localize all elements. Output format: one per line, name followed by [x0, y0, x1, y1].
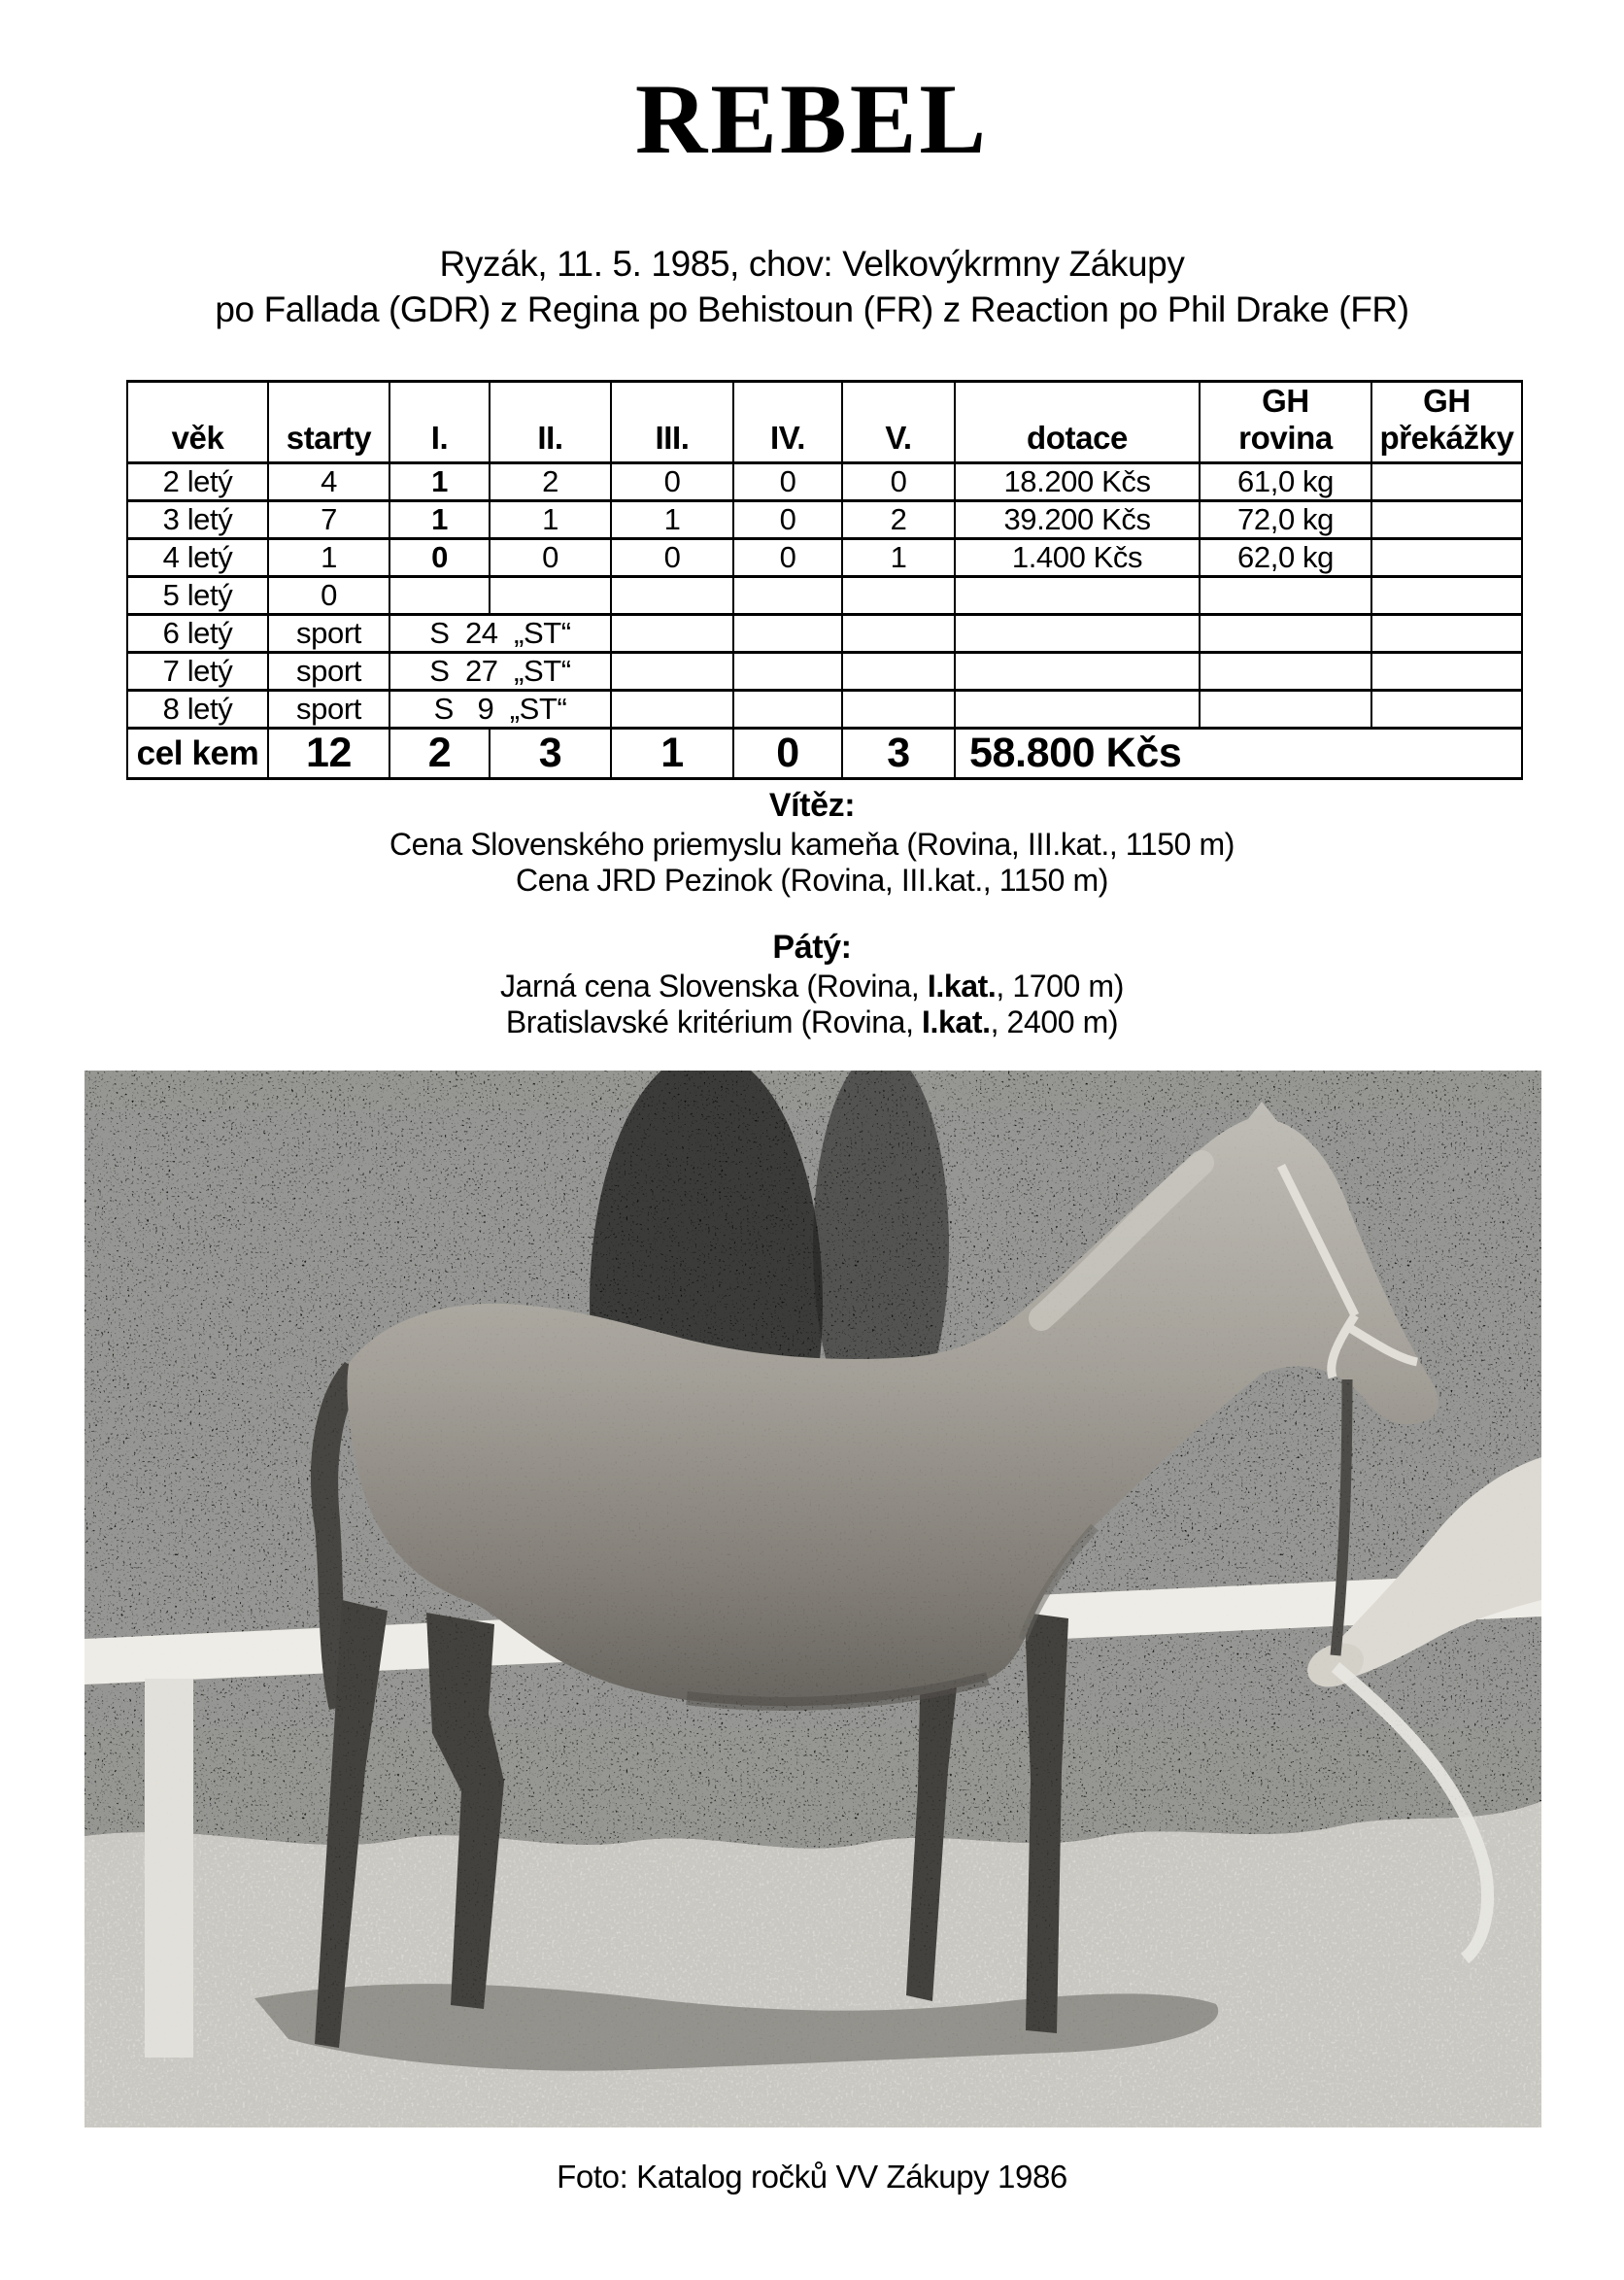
fifth-race-1: Jarná cena Slovenska (Rovina, I.kat., 1700 m) [500, 969, 1124, 1004]
table-total-row: cel kem 12 2 3 1 0 3 58.800 Kčs [127, 729, 1522, 779]
col-header-place2: II. [490, 382, 611, 463]
table-row: 4 letý 1 0 0 0 0 1 1.400 Kčs 62,0 kg [127, 539, 1522, 577]
col-header-dotace: dotace [955, 382, 1200, 463]
winner-heading: Vítěz: [768, 787, 856, 824]
table-row: 7 letý sport S 27 „ST“ [127, 653, 1522, 691]
race-record-table-wrap [126, 380, 1523, 780]
table-row: 3 letý 7 1 1 1 0 2 39.200 Kčs 72,0 kg [127, 501, 1522, 539]
horse-birth-line: Ryzák, 11. 5. 1985, chov: Velkovýkrmny Zákupy [439, 244, 1185, 284]
horse-description [0, 241, 1624, 332]
sport-result-cell: S 27 „ST“ [389, 653, 611, 691]
table-header-row [127, 382, 1522, 463]
photo-caption: Foto: Katalog ročků VV Zákupy 1986 [557, 2159, 1067, 2195]
col-header-place1: I. [389, 382, 490, 463]
col-header-vek: věk [127, 382, 268, 463]
total-earnings-cell: 58.800 Kčs [955, 729, 1522, 779]
fifth-race-2: Bratislavské kritérium (Rovina, I.kat., 2400 m) [505, 1004, 1119, 1039]
winner-race-2: Cena JRD Pezinok (Rovina, III.kat., 1150 m) [515, 863, 1109, 898]
winner-race-1: Cena Slovenského priemyslu kameňa (Rovina, III.kat., 1150 m) [389, 827, 1235, 862]
sport-result-cell: S 24 „ST“ [389, 615, 611, 653]
sport-result-cell: S 9 „ST“ [389, 691, 611, 729]
col-header-place5: V. [842, 382, 955, 463]
col-header-place4: IV. [733, 382, 842, 463]
horse-photo-art [85, 1071, 1541, 2127]
table-row: 2 letý 4 1 2 0 0 0 18.200 Kčs 61,0 kg [127, 463, 1522, 501]
col-header-gh-prekazky: GH překážky [1371, 382, 1522, 463]
table-row: 5 letý 0 [127, 577, 1522, 615]
col-header-place3: III. [611, 382, 733, 463]
table-row: 8 letý sport S 9 „ST“ [127, 691, 1522, 729]
horse-photo [85, 1071, 1541, 2127]
race-record-table [126, 380, 1523, 780]
horse-pedigree-line: po Fallada (GDR) z Regina po Behistoun (FR) z Reaction po Phil Drake (FR) [215, 289, 1409, 329]
fifth-heading: Pátý: [772, 929, 852, 966]
film-grain [85, 1071, 1541, 2127]
col-header-starty: starty [268, 382, 389, 463]
page-title: REBEL [634, 64, 990, 175]
col-header-gh-rovina: GH rovina [1200, 382, 1371, 463]
table-row: 6 letý sport S 24 „ST“ [127, 615, 1522, 653]
